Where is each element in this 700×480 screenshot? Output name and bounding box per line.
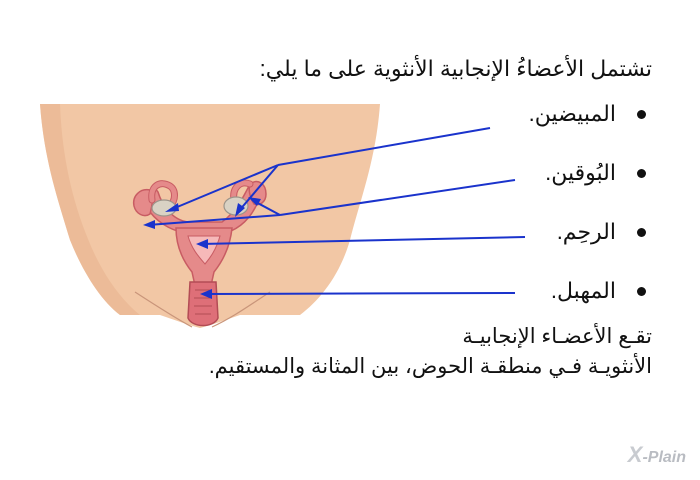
- intro-title: تشتمل الأعضاءُ الإنجابية الأنثوية على ما يلي:: [259, 56, 652, 81]
- bullet-icon: [637, 110, 646, 119]
- x-plain-logo: [628, 442, 686, 468]
- organ-label: البُوقين.: [545, 160, 616, 185]
- organ-label: المبيضين.: [528, 101, 616, 126]
- logo-text: -Plain: [642, 449, 686, 466]
- bullet-icon: [637, 228, 646, 237]
- bullet-icon: [637, 287, 646, 296]
- organ-list: [390, 100, 650, 336]
- list-item-ovaries: [390, 100, 650, 128]
- description-line-2: الأنثويـة فـي منطقـة الحوض، بين المثانة والمستقيم.: [208, 355, 652, 378]
- logo-mark: X: [627, 442, 643, 467]
- organ-label: الرحِم.: [556, 219, 616, 244]
- vagina: [188, 282, 218, 326]
- bullet-icon: [637, 169, 646, 178]
- organ-label: المهبل.: [550, 278, 616, 303]
- list-item-vagina: [390, 277, 650, 305]
- description-line-1: تقـع الأعضـاء الإنجابيـة: [462, 325, 652, 348]
- list-item-fallopian-tubes: [390, 159, 650, 187]
- list-item-uterus: [390, 218, 650, 246]
